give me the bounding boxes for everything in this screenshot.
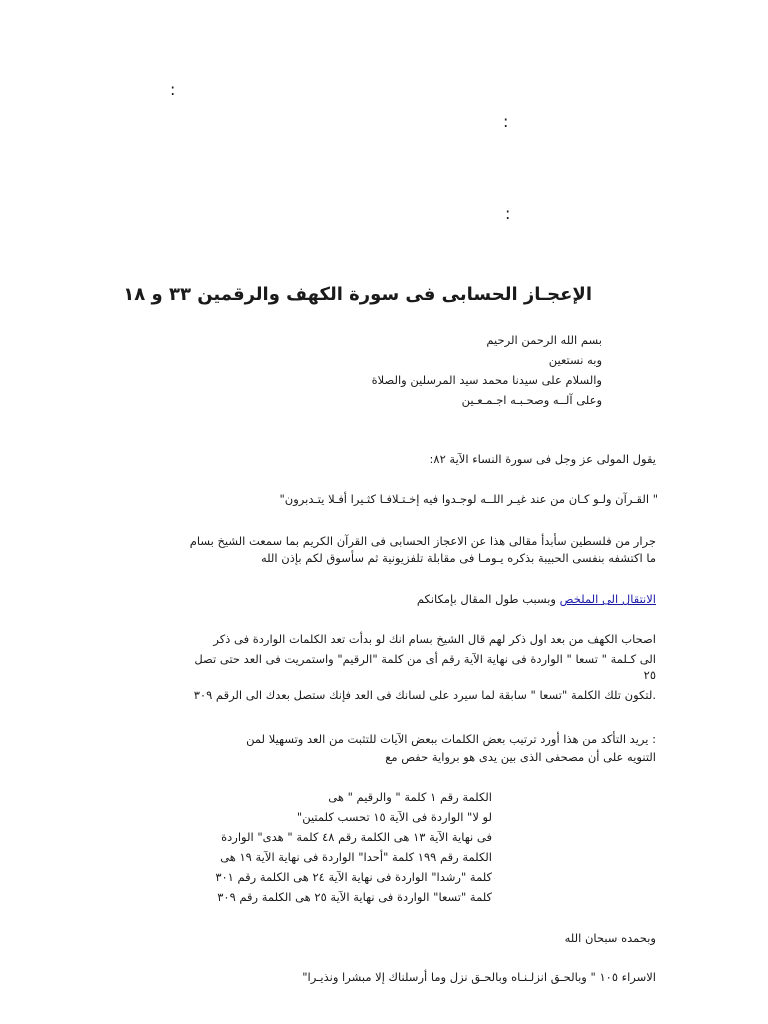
basmala-line: والسلام على سيدنا محمد سيد المرسلين والصلاة [371, 373, 602, 387]
colon-mark: : [503, 112, 509, 131]
basmala-line: وبه نستعين [548, 353, 602, 367]
list-item: كلمة "تسعا" الواردة فى نهاية الآية ٢٥ هى الكلمة رقم ٣٠٩ [217, 890, 492, 904]
quran-quote: " القـرآن ولـو كـان من عند غيـر اللــه لوجـدوا فيه إخـتـلافـا كثـيرا أفـلا يتـدبرون" [279, 492, 658, 506]
list-item: لو لا" الواردة فى الآية ١٥ تحسب كلمتين" [296, 810, 492, 824]
paragraph-line: ما اكتشفه بنفسى الحبيبة بذكره يـومـا فى مقابلة تلفزيونية ثم سأسوق لكم بإذن الله [260, 551, 656, 565]
paragraph-line: ٢٥ [643, 668, 656, 682]
page-title: الإعجـاز الحسابى فى سورة الكهف والرقمين ٣٣ و ١٨ [123, 284, 592, 305]
paragraph-line: .لتكون تلك الكلمة "تسعا " سابقة لما سيرد على لسانك فى العد فإنك ستصل بعدك الى الرقم ٣٠٩ [193, 688, 656, 702]
basmala-line: بسم الله الرحمن الرحيم [486, 333, 602, 347]
closing-verse: الاسراء ١٠٥ " وبالحـق انزلـنـاه وبالحـق نزل وما أرسلناك إلا مبشرا ونذيـرا" [302, 970, 656, 984]
basmala-line: وعلى آلــه وصحـبـه اجـمـعـين [461, 393, 602, 407]
list-item: كلمة "رشدا" الواردة فى نهاية الآية ٢٤ هى الكلمة رقم ٣٠١ [215, 870, 492, 884]
list-item: الكلمة رقم ١ كلمة " والرقيم " هى [328, 790, 492, 804]
paragraph-line: : يريد التأكد من هذا أورد ترتيب بعض الكلمات ببعض الآيات للتثبت من العد وتسهيلا لمن [246, 732, 656, 746]
paragraph-line: التنويه على أن مصحفى الذى بين يدى هو برواية حفص مع [385, 750, 656, 764]
summary-line [417, 594, 656, 606]
summary-link[interactable]: الانتقال الى الملخص [559, 592, 656, 606]
colon-mark: : [505, 204, 511, 223]
intro-text: يقول المولى عز وجل فى سورة النساء الآية ٨٢: [429, 452, 656, 466]
summary-rest: وبسبب طول المقال بإمكانكم [416, 592, 556, 606]
paragraph-line: جرار من فلسطين سأبدأ مقالى هذا عن الاعجاز الحسابى فى القرآن الكريم بما سمعت الشيخ بسام [189, 534, 656, 548]
closing-text: وبحمده سبحان الله [564, 931, 656, 945]
list-item: الكلمة رقم ١٩٩ كلمة "أحدا" الواردة فى نهاية الآية ١٩ هى [220, 850, 492, 864]
paragraph-line: الى كـلمة " تسعا " الواردة فى نهاية الآية رقم أى من كلمة "الرقيم" واستمريت فى العد حتى تصل [194, 652, 656, 666]
paragraph-line: اصحاب الكهف من بعد اول ذكر لهم قال الشيخ بسام انك لو بدأت تعد الكلمات الواردة فى ذكر [213, 632, 656, 646]
list-item: فى نهاية الآية ١٣ هى الكلمة رقم ٤٨ كلمة " هدى" الواردة [221, 830, 492, 844]
colon-mark: : [170, 80, 176, 99]
